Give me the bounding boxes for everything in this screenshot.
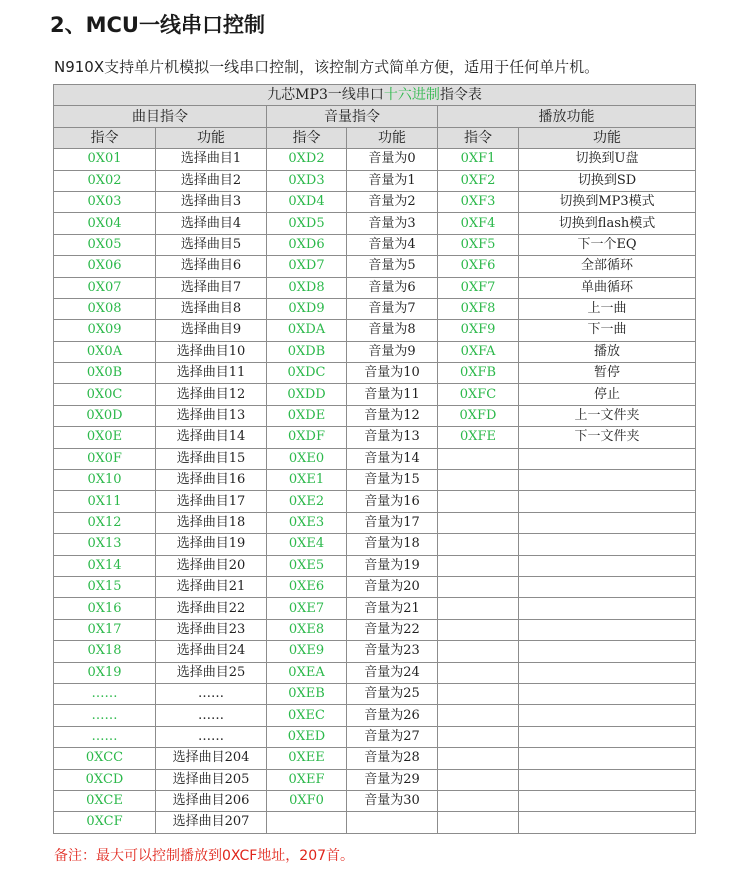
cell-track-cmd: 0X02 (54, 170, 156, 191)
cell-volume-fn: 音量为22 (347, 619, 438, 640)
cell-track-fn: 选择曲目25 (156, 662, 267, 683)
command-table (53, 84, 696, 834)
cell-track-fn: 选择曲目24 (156, 641, 267, 662)
cell-play-cmd: 0XF3 (438, 191, 519, 212)
cell-volume-fn: 音量为19 (347, 555, 438, 576)
table-title-prefix: 九芯MP3一线串口 (267, 87, 384, 104)
cell-volume-cmd (267, 812, 347, 833)
table-row (54, 170, 696, 191)
cell-track-fn: 选择曲目19 (156, 534, 267, 555)
table-row (54, 277, 696, 298)
cell-play-fn (519, 662, 696, 683)
cell-play-fn (519, 641, 696, 662)
cell-track-fn: 选择曲目18 (156, 512, 267, 533)
cell-track-fn: 选择曲目15 (156, 448, 267, 469)
cell-volume-fn: 音量为25 (347, 683, 438, 704)
cell-volume-fn: 音量为4 (347, 234, 438, 255)
cell-volume-cmd: 0XE9 (267, 641, 347, 662)
cell-volume-fn: 音量为30 (347, 790, 438, 811)
cell-volume-fn: 音量为7 (347, 298, 438, 319)
cell-track-cmd: 0X15 (54, 576, 156, 597)
cell-volume-fn: 音量为0 (347, 149, 438, 170)
cell-volume-fn: 音量为13 (347, 427, 438, 448)
cell-volume-fn: 音量为5 (347, 256, 438, 277)
cell-track-cmd: 0X09 (54, 320, 156, 341)
table-row (54, 790, 696, 811)
cell-play-fn (519, 769, 696, 790)
cell-volume-fn: 音量为18 (347, 534, 438, 555)
cell-track-fn: 选择曲目22 (156, 598, 267, 619)
cell-play-cmd: 0XF2 (438, 170, 519, 191)
cell-track-fn: 选择曲目3 (156, 191, 267, 212)
cell-play-fn (519, 726, 696, 747)
cell-play-fn: 切换到MP3模式 (519, 191, 696, 212)
cell-play-fn (519, 491, 696, 512)
table-body (54, 149, 696, 834)
table-row (54, 384, 696, 405)
cell-volume-fn: 音量为17 (347, 512, 438, 533)
cell-track-cmd: 0X19 (54, 662, 156, 683)
cell-play-cmd: 0XFB (438, 363, 519, 384)
table-row (54, 234, 696, 255)
cell-track-fn: 选择曲目5 (156, 234, 267, 255)
cell-play-cmd (438, 748, 519, 769)
cell-play-cmd (438, 619, 519, 640)
sub-header-play-fn: 功能 (519, 127, 696, 148)
cell-volume-fn (347, 812, 438, 833)
cell-volume-cmd: 0XE5 (267, 555, 347, 576)
cell-play-fn: 上一曲 (519, 298, 696, 319)
cell-track-fn: 选择曲目23 (156, 619, 267, 640)
cell-volume-cmd: 0XEA (267, 662, 347, 683)
table-row (54, 448, 696, 469)
cell-track-cmd: 0X12 (54, 512, 156, 533)
cell-volume-cmd: 0XE6 (267, 576, 347, 597)
cell-volume-fn: 音量为24 (347, 662, 438, 683)
cell-track-cmd: 0X10 (54, 470, 156, 491)
cell-play-cmd (438, 683, 519, 704)
cell-track-cmd: 0X18 (54, 641, 156, 662)
cell-volume-cmd: 0XF0 (267, 790, 347, 811)
cell-play-fn: 上一文件夹 (519, 405, 696, 426)
cell-volume-cmd: 0XD7 (267, 256, 347, 277)
cell-track-fn: 选择曲目6 (156, 256, 267, 277)
cell-track-fn: 选择曲目17 (156, 491, 267, 512)
cell-volume-cmd: 0XDF (267, 427, 347, 448)
table-row (54, 256, 696, 277)
cell-volume-cmd: 0XDB (267, 341, 347, 362)
cell-track-cmd: 0X05 (54, 234, 156, 255)
cell-track-cmd: 0X0D (54, 405, 156, 426)
group-header-volume: 音量指令 (267, 106, 438, 127)
cell-play-cmd: 0XF7 (438, 277, 519, 298)
cell-play-fn: 暂停 (519, 363, 696, 384)
table-row (54, 576, 696, 597)
table-row (54, 598, 696, 619)
cell-track-fn: 选择曲目14 (156, 427, 267, 448)
table-row (54, 641, 696, 662)
table-row (54, 320, 696, 341)
cell-volume-cmd: 0XD3 (267, 170, 347, 191)
cell-track-fn: 选择曲目20 (156, 555, 267, 576)
cell-play-cmd (438, 812, 519, 833)
cell-volume-cmd: 0XD4 (267, 191, 347, 212)
cell-track-fn: 选择曲目205 (156, 769, 267, 790)
cell-volume-cmd: 0XE0 (267, 448, 347, 469)
cell-volume-fn: 音量为9 (347, 341, 438, 362)
cell-play-cmd: 0XF6 (438, 256, 519, 277)
cell-volume-cmd: 0XEC (267, 705, 347, 726)
cell-volume-fn: 音量为21 (347, 598, 438, 619)
cell-track-fn: …… (156, 705, 267, 726)
cell-play-cmd: 0XF9 (438, 320, 519, 341)
cell-track-fn: 选择曲目2 (156, 170, 267, 191)
cell-play-cmd (438, 534, 519, 555)
cell-track-cmd: 0X08 (54, 298, 156, 319)
table-row (54, 534, 696, 555)
table-row (54, 149, 696, 170)
cell-play-fn: 切换到flash模式 (519, 213, 696, 234)
cell-play-cmd (438, 576, 519, 597)
cell-track-cmd: …… (54, 705, 156, 726)
group-header-playback: 播放功能 (438, 106, 696, 127)
cell-track-cmd: 0X0E (54, 427, 156, 448)
cell-track-fn: 选择曲目1 (156, 149, 267, 170)
cell-play-cmd (438, 641, 519, 662)
sub-header-volume-fn: 功能 (347, 127, 438, 148)
cell-play-fn: 切换到SD (519, 170, 696, 191)
cell-volume-cmd: 0XDC (267, 363, 347, 384)
cell-volume-fn: 音量为15 (347, 470, 438, 491)
cell-volume-cmd: 0XDA (267, 320, 347, 341)
cell-track-cmd: 0X13 (54, 534, 156, 555)
cell-play-cmd: 0XFE (438, 427, 519, 448)
cell-track-fn: 选择曲目11 (156, 363, 267, 384)
cell-volume-cmd: 0XD5 (267, 213, 347, 234)
cell-volume-cmd: 0XD9 (267, 298, 347, 319)
cell-play-cmd (438, 726, 519, 747)
cell-volume-cmd: 0XD6 (267, 234, 347, 255)
sub-header-volume-cmd: 指令 (267, 127, 347, 148)
cell-volume-fn: 音量为10 (347, 363, 438, 384)
table-row (54, 341, 696, 362)
cell-play-cmd: 0XF4 (438, 213, 519, 234)
table-row (54, 427, 696, 448)
cell-play-fn (519, 576, 696, 597)
cell-volume-cmd: 0XEF (267, 769, 347, 790)
intro-paragraph: N910X支持单片机模拟一线串口控制，该控制方式简单方便，适用于任何单片机。 (54, 58, 600, 76)
cell-play-cmd (438, 555, 519, 576)
cell-play-fn (519, 790, 696, 811)
cell-track-cmd: 0X03 (54, 191, 156, 212)
cell-track-cmd: 0XCF (54, 812, 156, 833)
table-title-highlight: 十六进制 (383, 87, 440, 104)
cell-track-cmd: 0XCE (54, 790, 156, 811)
cell-play-fn: 播放 (519, 341, 696, 362)
table-title (54, 85, 696, 106)
sub-header-row (54, 127, 696, 148)
cell-play-cmd: 0XFC (438, 384, 519, 405)
cell-volume-cmd: 0XED (267, 726, 347, 747)
cell-volume-cmd: 0XD8 (267, 277, 347, 298)
cell-track-fn: 选择曲目4 (156, 213, 267, 234)
table-title-row (54, 85, 696, 106)
cell-track-cmd: 0X11 (54, 491, 156, 512)
group-header-track: 曲目指令 (54, 106, 267, 127)
section-heading: 2、MCU一线串口控制 (50, 13, 265, 37)
cell-volume-fn: 音量为23 (347, 641, 438, 662)
cell-track-cmd: 0XCD (54, 769, 156, 790)
cell-volume-cmd: 0XE3 (267, 512, 347, 533)
cell-volume-cmd: 0XDE (267, 405, 347, 426)
cell-volume-fn: 音量为3 (347, 213, 438, 234)
footnote: 备注：最大可以控制播放到0XCF地址，207首。 (54, 848, 355, 864)
cell-track-fn: 选择曲目7 (156, 277, 267, 298)
cell-volume-fn: 音量为28 (347, 748, 438, 769)
cell-track-cmd: 0X0B (54, 363, 156, 384)
cell-track-cmd: …… (54, 683, 156, 704)
cell-volume-fn: 音量为2 (347, 191, 438, 212)
cell-volume-cmd: 0XEE (267, 748, 347, 769)
cell-play-cmd: 0XFD (438, 405, 519, 426)
cell-play-cmd: 0XF5 (438, 234, 519, 255)
table-row (54, 812, 696, 833)
cell-track-fn: 选择曲目8 (156, 298, 267, 319)
cell-track-fn: 选择曲目13 (156, 405, 267, 426)
cell-volume-cmd: 0XE1 (267, 470, 347, 491)
table-row (54, 705, 696, 726)
cell-volume-cmd: 0XE8 (267, 619, 347, 640)
cell-volume-cmd: 0XEB (267, 683, 347, 704)
table-title-suffix: 指令表 (439, 87, 482, 104)
table-row (54, 555, 696, 576)
cell-track-cmd: 0X0C (54, 384, 156, 405)
cell-play-fn: 下一曲 (519, 320, 696, 341)
cell-play-fn (519, 512, 696, 533)
sub-header-track-cmd: 指令 (54, 127, 156, 148)
cell-play-cmd (438, 470, 519, 491)
cell-track-cmd: 0X14 (54, 555, 156, 576)
cell-play-fn: 下一个EQ (519, 234, 696, 255)
table-row (54, 491, 696, 512)
cell-play-fn (519, 534, 696, 555)
cell-play-cmd (438, 705, 519, 726)
table-row (54, 213, 696, 234)
table-row (54, 191, 696, 212)
table-row (54, 683, 696, 704)
cell-track-fn: …… (156, 726, 267, 747)
cell-track-fn: 选择曲目10 (156, 341, 267, 362)
sub-header-track-fn: 功能 (156, 127, 267, 148)
cell-volume-fn: 音量为12 (347, 405, 438, 426)
cell-volume-cmd: 0XE7 (267, 598, 347, 619)
cell-volume-fn: 音量为27 (347, 726, 438, 747)
cell-track-fn: 选择曲目16 (156, 470, 267, 491)
cell-track-fn: 选择曲目9 (156, 320, 267, 341)
table-row (54, 470, 696, 491)
cell-play-fn (519, 470, 696, 491)
cell-volume-fn: 音量为29 (347, 769, 438, 790)
cell-play-fn (519, 448, 696, 469)
cell-track-cmd: 0X04 (54, 213, 156, 234)
table-row (54, 405, 696, 426)
cell-track-cmd: 0X01 (54, 149, 156, 170)
cell-volume-fn: 音量为8 (347, 320, 438, 341)
sub-header-play-cmd: 指令 (438, 127, 519, 148)
table-row (54, 512, 696, 533)
cell-play-cmd (438, 491, 519, 512)
cell-play-fn: 全部循环 (519, 256, 696, 277)
table-row (54, 298, 696, 319)
cell-volume-fn: 音量为6 (347, 277, 438, 298)
table-row (54, 662, 696, 683)
cell-play-fn: 下一文件夹 (519, 427, 696, 448)
table-row (54, 769, 696, 790)
cell-play-fn (519, 748, 696, 769)
cell-play-cmd (438, 769, 519, 790)
cell-play-cmd (438, 598, 519, 619)
cell-play-cmd: 0XF1 (438, 149, 519, 170)
cell-track-cmd: 0X17 (54, 619, 156, 640)
cell-play-cmd: 0XF8 (438, 298, 519, 319)
table-row (54, 363, 696, 384)
cell-volume-fn: 音量为1 (347, 170, 438, 191)
cell-play-cmd (438, 512, 519, 533)
table-row (54, 726, 696, 747)
cell-volume-fn: 音量为11 (347, 384, 438, 405)
cell-play-cmd (438, 448, 519, 469)
cell-track-fn: 选择曲目12 (156, 384, 267, 405)
cell-volume-fn: 音量为26 (347, 705, 438, 726)
cell-volume-fn: 音量为20 (347, 576, 438, 597)
cell-play-cmd (438, 662, 519, 683)
cell-play-fn: 切换到U盘 (519, 149, 696, 170)
cell-track-cmd: …… (54, 726, 156, 747)
cell-play-fn (519, 619, 696, 640)
cell-track-fn: 选择曲目21 (156, 576, 267, 597)
cell-track-fn: 选择曲目206 (156, 790, 267, 811)
cell-play-fn: 单曲循环 (519, 277, 696, 298)
cell-play-cmd: 0XFA (438, 341, 519, 362)
cell-track-cmd: 0X07 (54, 277, 156, 298)
cell-play-fn (519, 683, 696, 704)
cell-play-cmd (438, 790, 519, 811)
cell-track-cmd: 0X0F (54, 448, 156, 469)
cell-play-fn (519, 705, 696, 726)
table-row (54, 619, 696, 640)
cell-track-cmd: 0X06 (54, 256, 156, 277)
cell-track-fn: …… (156, 683, 267, 704)
cell-play-fn: 停止 (519, 384, 696, 405)
group-header-row (54, 106, 696, 127)
cell-play-fn (519, 598, 696, 619)
cell-volume-cmd: 0XE4 (267, 534, 347, 555)
cell-track-cmd: 0XCC (54, 748, 156, 769)
cell-volume-cmd: 0XE2 (267, 491, 347, 512)
cell-volume-cmd: 0XD2 (267, 149, 347, 170)
table-row (54, 748, 696, 769)
cell-track-cmd: 0X0A (54, 341, 156, 362)
cell-play-fn (519, 555, 696, 576)
cell-track-cmd: 0X16 (54, 598, 156, 619)
cell-volume-fn: 音量为16 (347, 491, 438, 512)
cell-track-fn: 选择曲目204 (156, 748, 267, 769)
cell-play-fn (519, 812, 696, 833)
cell-volume-cmd: 0XDD (267, 384, 347, 405)
cell-volume-fn: 音量为14 (347, 448, 438, 469)
cell-track-fn: 选择曲目207 (156, 812, 267, 833)
